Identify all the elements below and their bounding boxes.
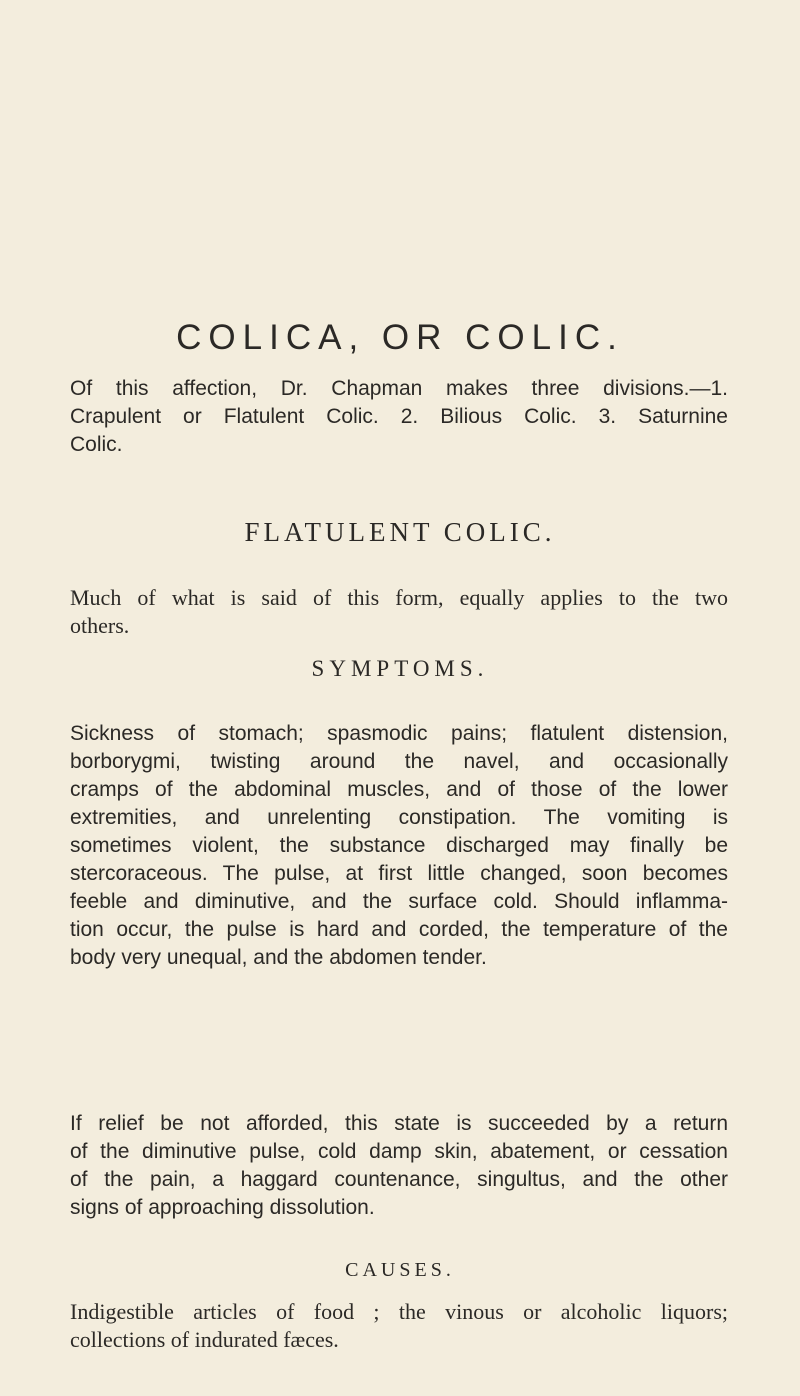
- text-line: Crapulent or Flatulent Colic. 2. Bilious Colic. 3. Saturnine: [70, 405, 728, 428]
- causes-paragraph: [70, 1298, 728, 1354]
- symptoms-paragraph-1: [70, 720, 728, 972]
- text-line: cramps of the abdominal muscles, and of those of the lower: [70, 778, 728, 801]
- text-line: stercoraceous. The pulse, at first little changed, soon becomes: [70, 862, 728, 885]
- text-line: borborygmi, twisting around the navel, and occasionally: [70, 750, 728, 773]
- text-line: body very unequal, and the abdomen tender.: [70, 946, 487, 969]
- text-line: collections of indurated fæces.: [70, 1327, 339, 1352]
- text-line: Much of what is said of this form, equally applies to the two: [70, 585, 728, 610]
- section-heading-flatulent-colic: FLATULENT COLIC.: [244, 517, 556, 547]
- text-line: of the pain, a haggard countenance, singultus, and the other: [70, 1168, 728, 1191]
- text-line: If relief be not afforded, this state is succeeded by a return: [70, 1112, 728, 1135]
- text-line: of the diminutive pulse, cold damp skin, abatement, or cessation: [70, 1140, 728, 1163]
- page-title: COLICA, OR COLIC.: [176, 318, 624, 357]
- text-line: Colic.: [70, 433, 123, 456]
- text-line: Of this affection, Dr. Chapman makes three divisions.—1.: [70, 377, 728, 400]
- text-line: others.: [70, 613, 130, 638]
- symptoms-paragraph-2: [70, 1110, 728, 1222]
- text-line: Indigestible articles of food ; the vinous or alcoholic liquors;: [70, 1299, 728, 1324]
- section-heading-symptoms: SYMPTOMS.: [311, 656, 489, 681]
- text-line: feeble and diminutive, and the surface cold. Should inflamma-: [70, 890, 728, 913]
- section-heading-causes: CAUSES.: [345, 1259, 455, 1281]
- text-line: extremities, and unrelenting constipation. The vomiting is: [70, 806, 728, 829]
- text-line: tion occur, the pulse is hard and corded, the temperature of the: [70, 918, 728, 941]
- text-line: sometimes violent, the substance discharged may finally be: [70, 834, 728, 857]
- text-line: Sickness of stomach; spasmodic pains; flatulent distension,: [70, 722, 728, 745]
- intro-paragraph: [70, 375, 728, 459]
- flatulent-paragraph: [70, 584, 728, 640]
- text-line: signs of approaching dissolution.: [70, 1196, 375, 1219]
